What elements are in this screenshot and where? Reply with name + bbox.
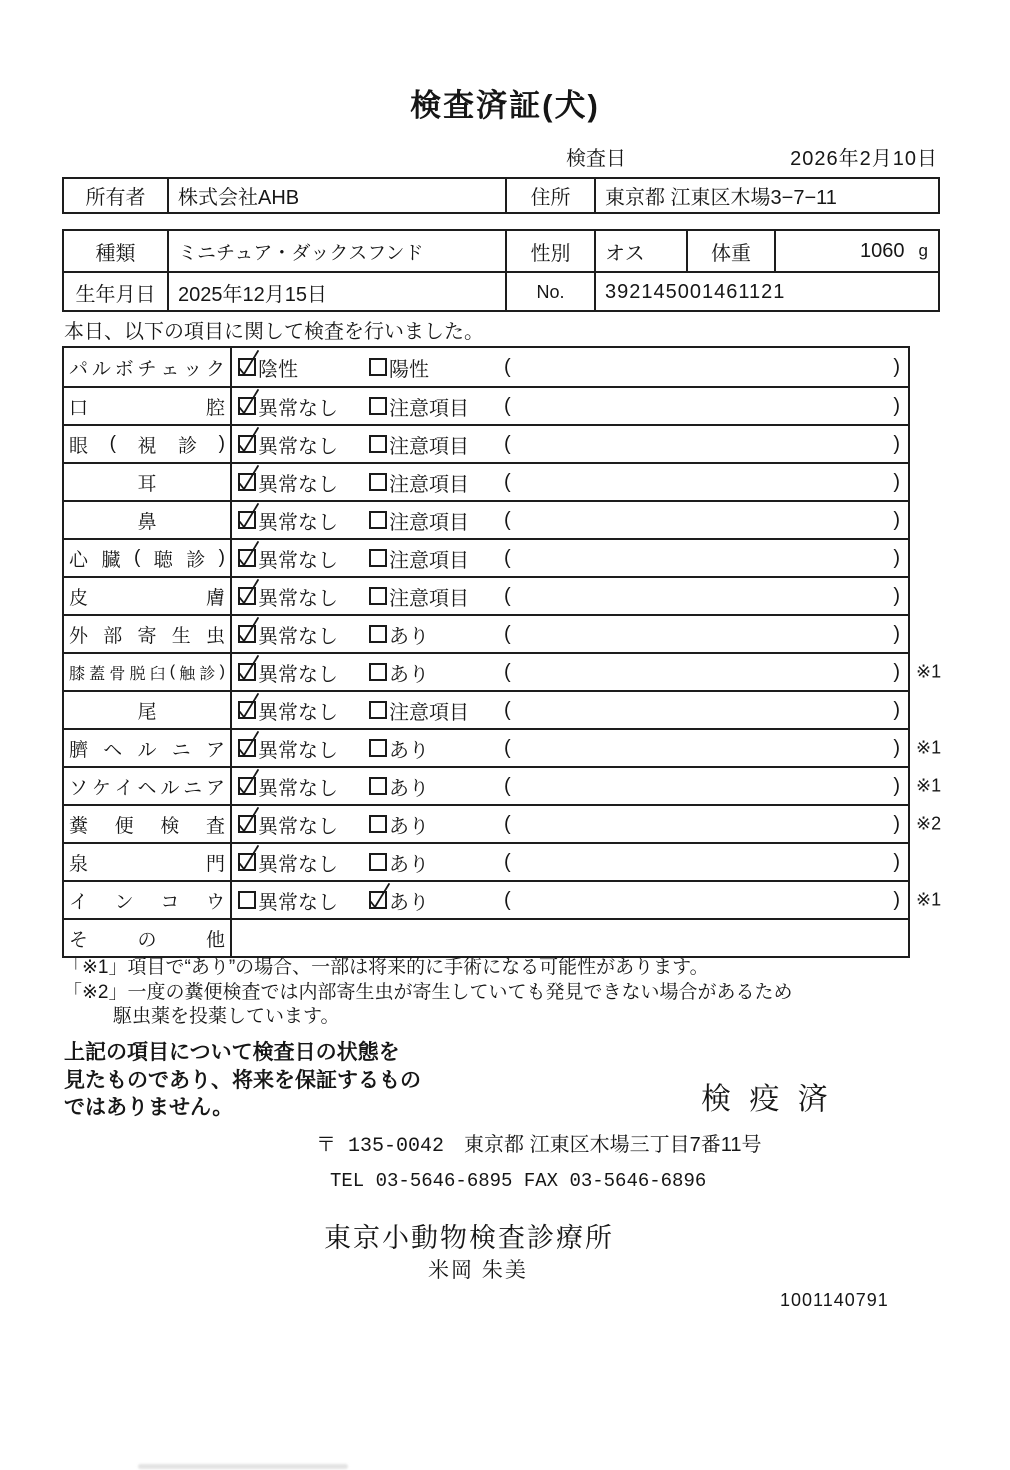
option-2-label: 注意項目: [389, 473, 469, 496]
option-2: [369, 506, 504, 535]
option-1: [238, 582, 369, 611]
checklist-row: [64, 728, 942, 766]
checklist-item-options: [232, 768, 908, 804]
remarks-field: [504, 737, 908, 760]
disclaimer: [64, 1039, 421, 1122]
paren-close: ): [893, 584, 900, 607]
option-2-label: あり: [389, 777, 429, 800]
remarks-field: [504, 813, 908, 836]
check-mark-icon: [367, 881, 393, 911]
paren-close: ): [893, 432, 900, 455]
breed-value: ミニチュア・ダックスフンド: [167, 231, 505, 271]
paren-close: ): [893, 355, 900, 378]
option-1: [238, 353, 369, 382]
option-2-label: 陽性: [389, 358, 429, 381]
checkbox-icon: [238, 853, 256, 871]
checkbox-icon: [369, 587, 387, 605]
checklist-row: [64, 462, 908, 500]
footnote-2-continued: 駆虫薬を投薬しています。: [113, 1006, 340, 1027]
check-mark-icon: [236, 691, 262, 721]
option-1-label: 陰性: [258, 358, 298, 381]
option-1-label: 異常なし: [258, 739, 338, 762]
paren-open: (: [504, 622, 511, 645]
option-1-label: 異常なし: [258, 587, 338, 610]
checkbox-icon: [369, 435, 387, 453]
checkbox-icon: [369, 815, 387, 833]
checklist-item-label: 耳: [64, 464, 232, 500]
checklist-item-label: ソ ケ イ ヘ ル ニ ア: [64, 768, 232, 804]
checklist-row: [64, 576, 908, 614]
remarks-field: [504, 471, 908, 494]
option-1-label: 異常なし: [258, 815, 338, 838]
check-mark-icon: [236, 729, 262, 759]
checkbox-icon: [238, 549, 256, 567]
checklist-row: [64, 424, 908, 462]
intro-text: 本日、以下の項目に関して検査を行いました。: [64, 321, 484, 343]
paren-open: (: [504, 432, 511, 455]
quarantine-stamp: 検 疫 済: [701, 1083, 833, 1116]
option-2-label: あり: [389, 663, 429, 686]
checkbox-icon: [238, 777, 256, 795]
option-1: [238, 848, 369, 877]
option-2: [369, 582, 504, 611]
birth-value: 2025年12月15日: [167, 273, 505, 312]
checklist-item-options: [232, 426, 908, 462]
check-mark-icon: [236, 843, 262, 873]
remarks-field: [504, 585, 908, 608]
paren-close: ): [893, 394, 900, 417]
remarks-field: [504, 395, 908, 418]
paren-open: (: [504, 660, 511, 683]
option-2: [369, 620, 504, 649]
checklist-row: [64, 614, 908, 652]
checklist-item-options: [232, 578, 908, 614]
checklist-row: [64, 842, 908, 880]
option-2: [369, 886, 504, 915]
option-2-label: あり: [389, 853, 429, 876]
checklist-row: [64, 348, 908, 386]
weight-value: 1060: [860, 239, 905, 262]
check-mark-icon: [236, 805, 262, 835]
check-mark-icon: [236, 501, 262, 531]
option-2-label: あり: [389, 739, 429, 762]
paren-open: (: [504, 508, 511, 531]
checklist-item-label: 眼 ( 視 診 ): [64, 426, 232, 462]
check-mark-icon: [236, 577, 262, 607]
paren-close: ): [893, 888, 900, 911]
option-1: [238, 772, 369, 801]
check-mark-icon: [236, 615, 262, 645]
paren-close: ): [893, 812, 900, 835]
option-1-label: 異常なし: [258, 549, 338, 572]
option-2-label: 注意項目: [389, 435, 469, 458]
option-2-label: あり: [389, 891, 429, 914]
paren-open: (: [504, 584, 511, 607]
paren-close: ): [893, 736, 900, 759]
clinic-name: 東京小動物検査診療所: [324, 1223, 614, 1253]
paren-close: ): [893, 546, 900, 569]
no-value: 392145001461121: [594, 273, 938, 312]
checkbox-icon: [238, 473, 256, 491]
sex-label: 性別: [505, 231, 594, 271]
checkbox-icon: [369, 663, 387, 681]
paren-open: (: [504, 546, 511, 569]
option-1: [238, 734, 369, 763]
checklist-item-label: 膝 蓋 骨 脱 臼 ( 触 診 ): [64, 654, 232, 690]
check-mark-icon: [236, 387, 262, 417]
disclaimer-line-3: ではありません。: [64, 1096, 234, 1119]
clinic-address: 東京都 江東区木場三丁目7番11号: [464, 1134, 762, 1156]
option-1: [238, 886, 369, 915]
checklist-row: [64, 918, 908, 956]
checkbox-icon: [238, 397, 256, 415]
paren-close: ): [893, 470, 900, 493]
remarks-field: [504, 775, 908, 798]
option-1: [238, 430, 369, 459]
checkbox-icon: [369, 853, 387, 871]
checkbox-icon: [369, 739, 387, 757]
weight-label: 体重: [686, 231, 774, 271]
page-title: 検査済証(犬): [410, 88, 600, 123]
paren-close: ): [893, 622, 900, 645]
checklist-item-label: 外 部 寄 生 虫: [64, 616, 232, 652]
checkbox-icon: [369, 397, 387, 415]
checklist-item-label: そ の 他: [64, 920, 232, 956]
weight-unit: g: [918, 241, 928, 260]
remarks-field: [504, 509, 908, 532]
checklist-item-label: パ ル ボ チ ェ ッ ク: [64, 348, 232, 386]
sex-value: オス: [594, 231, 686, 271]
postal-code: 〒 135-0042: [316, 1135, 445, 1158]
animal-table-row-2: [64, 273, 938, 312]
option-1: [238, 658, 369, 687]
option-2: [369, 430, 504, 459]
checkbox-icon: [238, 625, 256, 643]
option-2-label: あり: [389, 625, 429, 648]
paren-open: (: [504, 812, 511, 835]
address-label: 住所: [505, 179, 594, 212]
checkbox-icon: [238, 701, 256, 719]
checklist-item-label: 糞 便 検 査: [64, 806, 232, 842]
option-2: [369, 696, 504, 725]
checklist-item-options: [232, 920, 908, 956]
option-1: [238, 620, 369, 649]
checkbox-icon: [369, 473, 387, 491]
weight-value-cell: [774, 231, 938, 271]
paren-open: (: [504, 698, 511, 721]
paren-close: ): [893, 508, 900, 531]
paren-close: ): [893, 698, 900, 721]
check-mark-icon: [236, 653, 262, 683]
checklist-table: [62, 346, 942, 958]
checkbox-icon: [369, 511, 387, 529]
checkbox-icon: [369, 358, 387, 376]
clinic-postal-line: [316, 1128, 761, 1158]
option-2: [369, 468, 504, 497]
paren-open: (: [504, 736, 511, 759]
animal-table-row-1: [64, 231, 938, 273]
checklist-item-options: [232, 730, 908, 766]
checkbox-icon: [369, 549, 387, 567]
paren-close: ): [893, 850, 900, 873]
checklist-item-label: 口 腔: [64, 388, 232, 424]
check-mark-icon: [236, 348, 262, 378]
footnote-ref: ※1: [916, 889, 942, 910]
option-2-label: 注意項目: [389, 587, 469, 610]
option-2: [369, 392, 504, 421]
remarks-field: [504, 623, 908, 646]
checklist-item-options: [232, 348, 908, 386]
remarks-field: [504, 356, 908, 379]
checklist-item-options: [232, 540, 908, 576]
disclaimer-line-2: 見たものであり、将来を保証するもの: [64, 1068, 421, 1092]
footnotes: [63, 956, 793, 1030]
option-2: [369, 544, 504, 573]
checkbox-icon: [238, 435, 256, 453]
remarks-field: [504, 433, 908, 456]
footnote-ref: ※2: [916, 813, 942, 834]
paren-open: (: [504, 470, 511, 493]
checklist-item-options: [232, 388, 908, 424]
clinic-tel-fax: TEL 03-5646-6895 FAX 03-5646-6896: [330, 1170, 707, 1192]
option-1: [238, 696, 369, 725]
option-1-label: 異常なし: [258, 473, 338, 496]
checklist-row: [64, 804, 942, 842]
checklist-item-options: [232, 616, 908, 652]
footnote-ref: ※1: [916, 775, 942, 796]
checkbox-icon: [369, 625, 387, 643]
option-1-label: 異常なし: [258, 891, 338, 914]
option-2: [369, 658, 504, 687]
paren-open: (: [504, 394, 511, 417]
checklist-item-options: [232, 464, 908, 500]
checkbox-icon: [238, 815, 256, 833]
exam-date-label: 検査日: [566, 148, 626, 170]
option-2: [369, 810, 504, 839]
option-2-label: 注意項目: [389, 511, 469, 534]
checklist-row: [64, 880, 942, 918]
remarks-field: [504, 661, 908, 684]
check-mark-icon: [236, 425, 262, 455]
scan-artifact: [138, 1464, 348, 1469]
checkbox-icon: [369, 891, 387, 909]
checklist-item-options: [232, 882, 908, 918]
paren-open: (: [504, 888, 511, 911]
checklist-row: [64, 386, 908, 424]
option-1-label: 異常なし: [258, 701, 338, 724]
checklist-item-label: 泉 門: [64, 844, 232, 880]
owner-table: [62, 177, 940, 214]
checkbox-icon: [369, 777, 387, 795]
checklist-item-options: [232, 692, 908, 728]
option-1: [238, 468, 369, 497]
remarks-field: [504, 851, 908, 874]
option-1-label: 異常なし: [258, 853, 338, 876]
checklist-item-options: [232, 502, 908, 538]
paren-close: ): [893, 774, 900, 797]
address-value: 東京都 江東区木場3−7−11: [594, 179, 938, 212]
document-code: 1001140791: [780, 1290, 889, 1310]
checklist-row: [64, 766, 942, 804]
check-mark-icon: [236, 539, 262, 569]
checkbox-icon: [238, 358, 256, 376]
no-label: No.: [505, 273, 594, 312]
owner-value: 株式会社AHB: [167, 179, 505, 212]
checkbox-icon: [369, 701, 387, 719]
paren-open: (: [504, 355, 511, 378]
paren-open: (: [504, 850, 511, 873]
option-2-label: 注意項目: [389, 701, 469, 724]
paren-open: (: [504, 774, 511, 797]
checkbox-icon: [238, 587, 256, 605]
checklist-row: [64, 690, 908, 728]
checkbox-icon: [238, 891, 256, 909]
checklist-item-label: イ ン コ ウ: [64, 882, 232, 918]
checklist-item-options: [232, 806, 908, 842]
checkbox-icon: [238, 663, 256, 681]
checklist-item-label: 尾: [64, 692, 232, 728]
option-2: [369, 772, 504, 801]
checklist-item-label: 皮 膚: [64, 578, 232, 614]
checklist-row: [64, 652, 942, 690]
check-mark-icon: [236, 767, 262, 797]
birth-label: 生年月日: [75, 284, 156, 306]
checkbox-icon: [238, 511, 256, 529]
option-2-label: あり: [389, 815, 429, 838]
footnote-1: 「※1」項目で“あり”の場合、一部は将来的に手術になる可能性があります。: [63, 957, 709, 978]
check-mark-icon: [236, 463, 262, 493]
option-1-label: 異常なし: [258, 435, 338, 458]
checklist-item-options: [232, 844, 908, 880]
option-1: [238, 392, 369, 421]
checklist-item-options: [232, 654, 908, 690]
disclaimer-line-1: 上記の項目について検査日の状態を: [64, 1041, 400, 1064]
checklist-row: [64, 500, 908, 538]
option-1-label: 異常なし: [258, 777, 338, 800]
option-1-label: 異常なし: [258, 397, 338, 420]
remarks-field: [504, 547, 908, 570]
checkbox-icon: [238, 739, 256, 757]
remarks-field: [504, 889, 908, 912]
checklist-item-label: 心 臓 ( 聴 診 ): [64, 540, 232, 576]
checklist-row: [64, 538, 908, 576]
option-2-label: 注意項目: [389, 397, 469, 420]
option-2: [369, 734, 504, 763]
paren-close: ): [893, 660, 900, 683]
breed-label: 種類: [95, 242, 136, 265]
option-1-label: 異常なし: [258, 625, 338, 648]
option-1: [238, 544, 369, 573]
option-1: [238, 810, 369, 839]
animal-table: [62, 229, 940, 312]
footnote-2: 「※2」一度の糞便検査では内部寄生虫が寄生していても発見できない場合があるため: [63, 981, 793, 1003]
exam-date-value: 2026年2月10日: [790, 148, 938, 170]
option-2: [369, 353, 504, 382]
checklist-item-label: 鼻: [64, 502, 232, 538]
option-2-label: 注意項目: [389, 549, 469, 572]
owner-label: 所有者: [85, 187, 146, 209]
option-1-label: 異常なし: [258, 663, 338, 686]
option-1-label: 異常なし: [258, 511, 338, 534]
footnote-ref: ※1: [916, 661, 942, 682]
checklist-item-label: 臍 ヘ ル ニ ア: [64, 730, 232, 766]
footnote-ref: ※1: [916, 737, 942, 758]
option-2: [369, 848, 504, 877]
examiner-name: 米岡 朱美: [428, 1259, 528, 1282]
remarks-field: [504, 699, 908, 722]
option-1: [238, 506, 369, 535]
